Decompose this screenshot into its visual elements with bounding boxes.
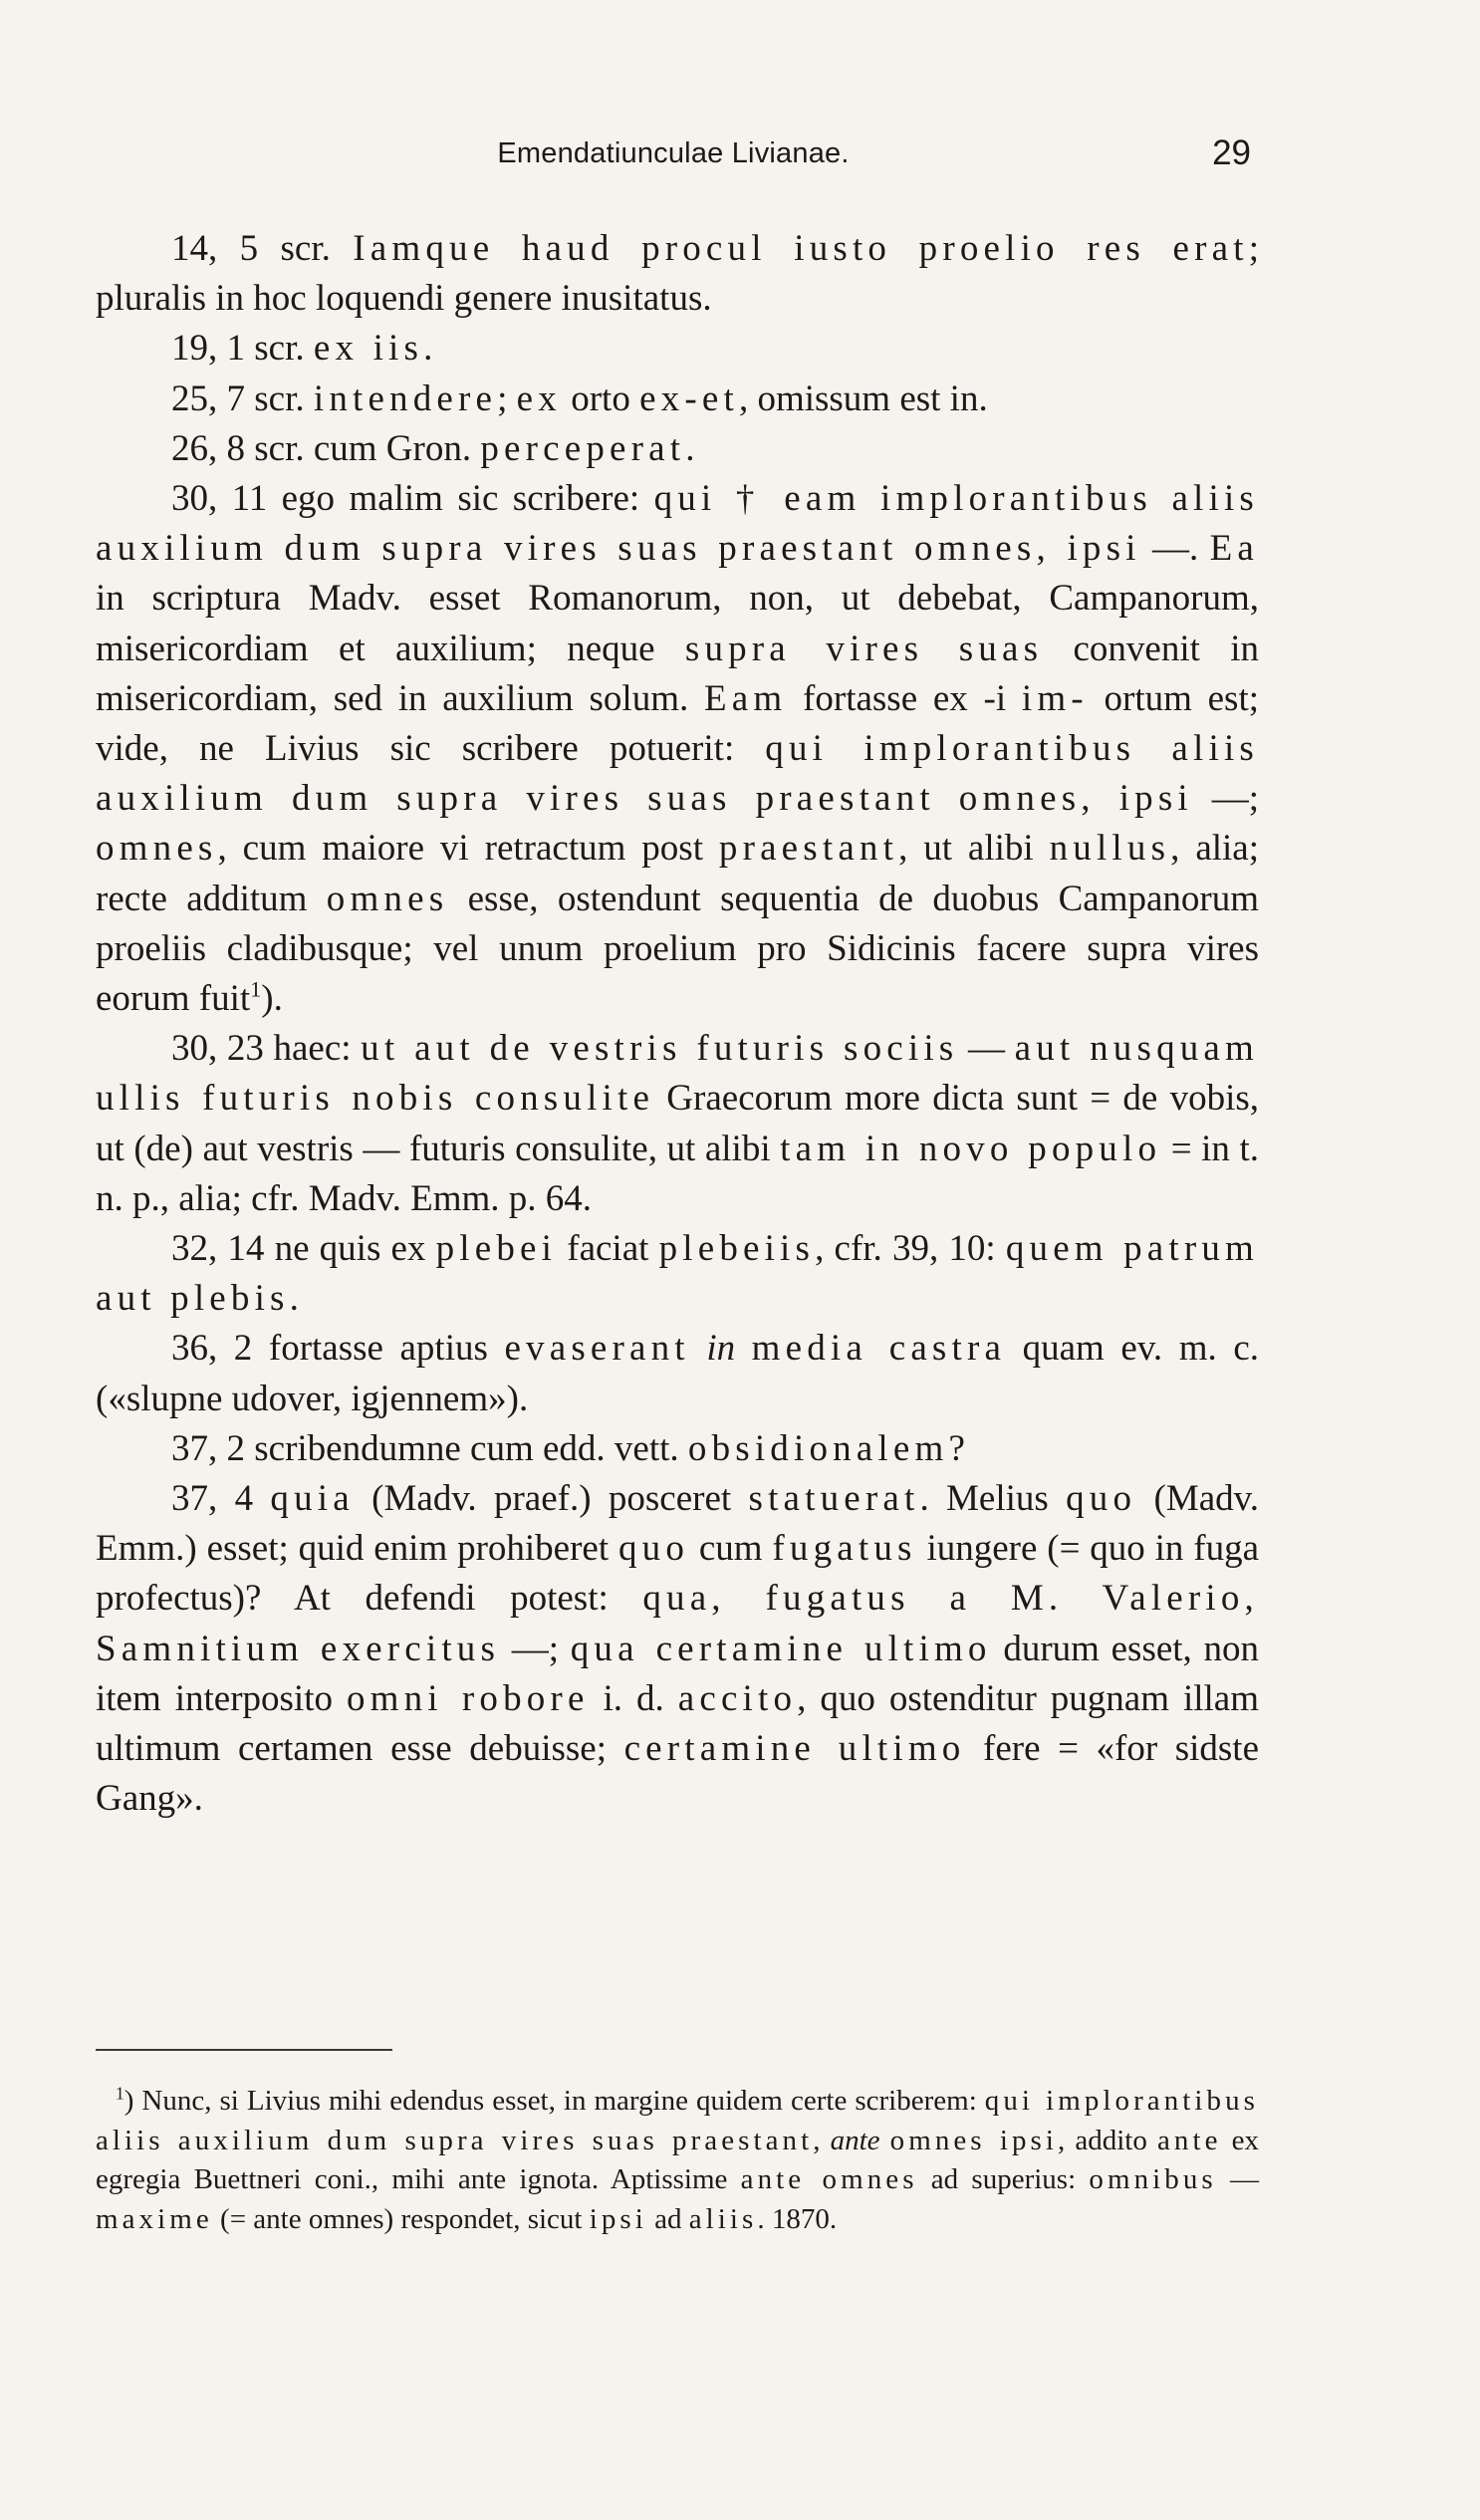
spaced-text: obsidionalem <box>687 1427 949 1469</box>
spaced-text: aut nusquam ullis futuris nobis consulite <box>96 1028 1259 1120</box>
text-run: 30, 23 haec: <box>171 1028 362 1070</box>
text-run <box>735 1328 752 1369</box>
footnote-ref: 1 <box>116 2083 124 2104</box>
paragraph <box>96 1424 1259 1474</box>
spaced-text: supra vires suas <box>684 628 1044 669</box>
text-run: , cfr. 39, 10: <box>815 1228 1006 1270</box>
spaced-text: statuerat <box>748 1478 920 1520</box>
page-number: 29 <box>1212 133 1251 172</box>
text-run: faciat <box>557 1228 659 1270</box>
text-run: 32, 14 ne quis ex <box>171 1228 436 1270</box>
spaced-text: ex iis <box>313 328 424 370</box>
text-run: ortum est; vide, ne Livius sic scribere potuerit: <box>96 677 1260 770</box>
footnote-ref: 1 <box>250 976 262 1002</box>
text-run: , cum maiore vi retractum post <box>217 828 719 870</box>
text-run: — <box>958 1028 1015 1070</box>
spaced-text: Iamque haud procul iusto proelio res erat <box>353 228 1249 269</box>
spaced-text: quo <box>1066 1478 1137 1520</box>
spaced-text: omnes ipsi <box>889 2124 1058 2156</box>
paragraph <box>96 1024 1259 1224</box>
footnote <box>96 2082 1259 2239</box>
spaced-text: Eam <box>703 677 788 719</box>
text-run: — <box>1216 2163 1259 2195</box>
text-run: fortasse ex -i <box>787 677 1022 719</box>
spaced-text: maxime <box>96 2202 213 2235</box>
text-run: in scriptura Madv. esset Romanorum, non, ut debebat, Campanorum, misericordiam et auxilium; neque <box>96 578 1259 669</box>
spaced-text: nullus <box>1049 828 1171 870</box>
text-run: . Melius <box>919 1478 1067 1520</box>
paragraph <box>96 375 1259 424</box>
text-run: ) Nunc, si Livius mihi edendus esset, in margine quidem certe scriberem: <box>123 2085 985 2117</box>
italic-text: ante <box>830 2124 880 2156</box>
spaced-text: ex-et <box>639 378 739 419</box>
spaced-text: omni robore <box>346 1677 590 1719</box>
footnote-divider <box>96 2049 392 2051</box>
text-run: , <box>813 2124 831 2156</box>
spaced-text: accito <box>677 1677 798 1719</box>
text-run: —. <box>1140 528 1210 570</box>
spaced-text: omnes <box>96 828 218 870</box>
text-run: 37, 2 scribendumne cum edd. vett. <box>171 1427 688 1469</box>
spaced-text: plebei <box>435 1228 558 1270</box>
text-run: orto <box>561 378 640 419</box>
text-run: i. d. <box>589 1677 678 1719</box>
spaced-text: ante omnes <box>740 2163 918 2195</box>
text-run: Graecorum more dicta sunt = de vobis, ut (de) aut vestris — futuris consulite, ut alibi <box>96 1078 1260 1169</box>
paragraph <box>96 1474 1259 1824</box>
text-run: 14, 5 scr. <box>171 228 354 269</box>
text-run: 26, 8 scr. cum Gron. <box>171 427 481 469</box>
footnote-paragraph <box>96 2082 1259 2239</box>
text-run: 25, 7 scr. <box>171 378 314 419</box>
text-run: , alia; recte additum <box>96 828 1260 919</box>
spaced-text: im- <box>1021 677 1089 719</box>
spaced-text: plebeiis <box>658 1228 816 1270</box>
running-title: Emendatiunculae Livianae. <box>497 137 850 169</box>
spaced-text: quo <box>617 1528 690 1570</box>
text-run: ad superius: <box>917 2163 1090 2195</box>
spaced-text: ipsi <box>589 2202 647 2235</box>
spaced-text: perceperat <box>480 427 686 469</box>
text-run: ; <box>497 378 517 419</box>
text-run <box>690 1328 707 1369</box>
text-run: . <box>289 1278 299 1320</box>
text-run: , ut alibi <box>898 828 1050 870</box>
text-run: 19, 1 scr. <box>171 328 314 370</box>
spaced-text: aliis <box>688 2202 758 2235</box>
spaced-text: media castra <box>751 1328 1007 1370</box>
spaced-text: intendere <box>313 378 498 419</box>
spaced-text: qui implorantibus aliis auxilium dum supra vires suas praestant omnes, ipsi <box>96 728 1259 820</box>
spaced-text: fugatus <box>772 1528 917 1570</box>
text-run: , omissum est in. <box>738 378 988 419</box>
text-run: —; <box>500 1628 571 1669</box>
text-run: (Madv. Emm.) esset; quid enim prohiberet <box>96 1478 1259 1570</box>
text-run <box>880 2125 890 2156</box>
spaced-text: qui implorantibus aliis auxilium dum supra vires suas praestant <box>96 2085 1260 2156</box>
text-run: (= ante omnes) respondet, sicut <box>212 2202 590 2235</box>
text-run: ? <box>948 1427 965 1469</box>
text-run: . 1870. <box>757 2202 838 2235</box>
spaced-text: certamine ultimo <box>623 1728 966 1770</box>
spaced-text: qua, fugatus a M. Valerio, Samnitium exercitus <box>96 1578 1259 1669</box>
paragraph <box>96 474 1259 1024</box>
spaced-text: Ea <box>1209 528 1259 570</box>
text-run: —; <box>1192 778 1259 820</box>
paragraph <box>96 424 1259 474</box>
spaced-text: ut aut de vestris futuris sociis <box>361 1028 959 1070</box>
text-run: cum <box>689 1528 773 1570</box>
paragraph <box>96 224 1259 324</box>
text-run: . <box>685 427 695 469</box>
text-run: iungere (= quo in fuga profectus)? At defendi potest: <box>96 1528 1259 1620</box>
spaced-text: qui † eam implorantibus aliis auxilium dum supra vires suas praestant omnes, ipsi <box>96 478 1260 570</box>
paragraph <box>96 324 1259 374</box>
text-run: durum esset, non item interposito <box>96 1628 1259 1719</box>
main-text <box>96 224 1259 1825</box>
italic-text: in <box>706 1328 736 1370</box>
text-run: quam ev. m. c. («slupne udover, igjennem»). <box>96 1328 1259 1419</box>
text-run: ). <box>261 978 283 1020</box>
text-run: convenit in misericordiam, sed in auxilium solum. <box>96 628 1259 719</box>
text-run: , quo ostenditur pugnam illam ultimum certamen esse debuisse; <box>96 1677 1260 1770</box>
paragraph <box>96 1324 1259 1423</box>
text-run: esse, ostendunt sequentia de duobus Campanorum proeliis cladibusque; vel unum proelium pro Sidicinis facere supra vires eorum fuit <box>96 878 1259 1020</box>
page-header <box>96 133 1251 183</box>
text-run: ad <box>646 2202 689 2235</box>
spaced-text: praestant <box>718 828 899 870</box>
spaced-text: omnibus <box>1089 2163 1217 2195</box>
paragraph <box>96 1224 1259 1324</box>
spaced-text: evaserant <box>504 1328 690 1370</box>
text-run: fere = «for sidste Gang». <box>96 1728 1259 1820</box>
spaced-text: ex <box>516 378 562 419</box>
text-run: = in t. n. p., alia; cfr. Madv. Emm. p. 64. <box>96 1128 1259 1219</box>
text-run: . <box>423 328 433 370</box>
text-run: (Madv. praef.) posceret <box>354 1478 749 1520</box>
spaced-text: qua certamine ultimo <box>570 1628 992 1669</box>
text-run: 36, 2 fortasse aptius <box>171 1328 505 1370</box>
text-run: , addito <box>1057 2124 1157 2156</box>
spaced-text: omnes <box>326 878 449 919</box>
text-run: ex egregia Buettneri coni., mihi ante ignota. Aptissime <box>96 2124 1260 2195</box>
spaced-text: quem patrum aut plebis <box>96 1228 1259 1320</box>
spaced-text: ante <box>1156 2124 1222 2156</box>
text-run: 37, 4 <box>171 1478 271 1520</box>
text-run: ; pluralis in hoc loquendi genere inusitatus. <box>96 228 1259 320</box>
spaced-text: quia <box>270 1478 355 1520</box>
text-run: 30, 11 ego malim sic scribere: <box>171 478 654 520</box>
spaced-text: tam in novo populo <box>780 1128 1162 1169</box>
